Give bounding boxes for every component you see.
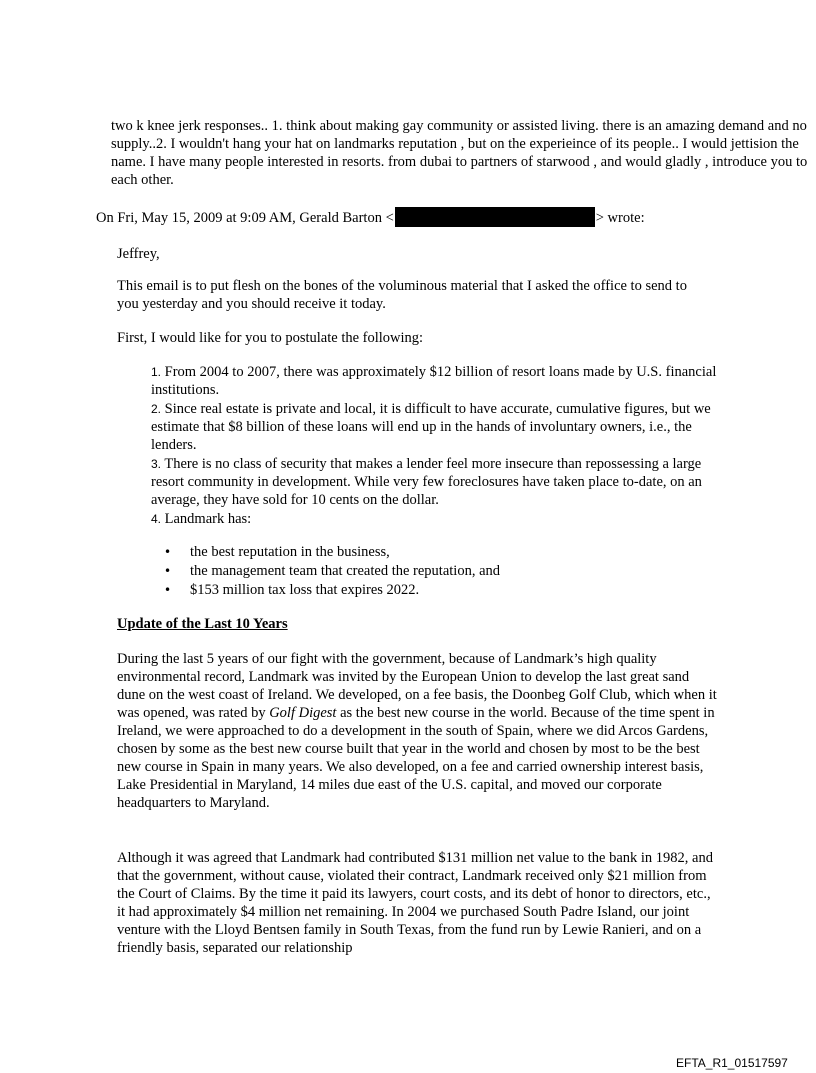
quote-attribution (96, 207, 816, 227)
point-number: 2. (151, 402, 162, 416)
numbered-point (151, 363, 726, 399)
bullet-list (164, 543, 724, 600)
bullet-item: • the management team that created the reputation, and (164, 562, 724, 581)
update-paragraph-2: Although it was agreed that Landmark had contributed $131 million net value to the bank in 1982, and that the government, without cause, violated their contract, Landmark received only $21 million from the Court of Claims. By the time it paid its lawyers, court costs, and its debt of honor to directors, etc., it had approximately $4 million net remaining. In 2004 we purchased South Padre Island, our joint venture with the Lloyd Bentsen family in South Texas, from the fund run by Lewie Ranieri, and on a friendly basis, separated our relationship (117, 850, 713, 956)
point-number: 3. (151, 457, 162, 471)
bullet-item: • the best reputation in the business, (164, 543, 724, 562)
point-text: From 2004 to 2007, there was approximately $12 billion of resort loans made by U.S. financial institutions. (151, 364, 717, 398)
reply-text: two k knee jerk responses.. 1. think about making gay community or assisted living. there is an amazing demand and no supply..2. I wouldn't hang your hat on landmarks reputation , but on the experieince of its people.. I would jettision the name. I have many people interested in resorts. from dubai to partners of starwood , and would gladly , introduce you to each other. (111, 118, 808, 188)
attribution-prefix: On Fri, May 15, 2009 at 9:09 AM, Gerald Barton < (96, 210, 394, 226)
greeting: Jeffrey, (117, 246, 160, 262)
update-paragraph-1 (117, 650, 717, 812)
numbered-point (151, 510, 726, 528)
numbered-point (151, 455, 726, 509)
redacted-email-address (395, 207, 595, 227)
paragraph-text: During the last 5 years of our fight with the government, because of Landmark’s high quality environmental record, Landmark was invited by the European Union to develop the last great sand dune on the west coast of Ireland. We developed, on a fee basis, the Doonbeg Golf Club, which when it was opened, was rated by (117, 651, 717, 721)
point-text: There is no class of security that makes a lender feel more insecure than repossessing a large resort community in development. While very few foreclosures have taken place to-date, on an average, they have sold for 10 cents on the dollar. (151, 456, 702, 508)
paragraph-text: as the best new course in the world. Because of the time spent in Ireland, we were approached to do a development in the south of Spain, where we did Arcos Gardens, chosen by some as the best new course built that year in the world and chosen by most to be the best new course in Spain in many years. We also developed, on a fee and carried ownership interest basis, Lake Presidential in Maryland, 14 miles due east of the U.S. capital, and moved our corporate headquarters to Maryland. (117, 705, 715, 811)
point-number: 4. (151, 512, 162, 526)
publication-title: Golf Digest (269, 705, 337, 721)
bullet-item: • $153 million tax loss that expires 2022. (164, 581, 724, 600)
point-number: 1. (151, 365, 162, 379)
numbered-point (151, 400, 726, 454)
intro-paragraph: This email is to put flesh on the bones of the voluminous material that I asked the office to send to you yesterday and you should receive it today. (117, 278, 687, 312)
postulate-paragraph: First, I would like for you to postulate the following: (117, 330, 424, 346)
bates-number: EFTA_R1_01517597 (676, 1056, 788, 1070)
point-text: Landmark has: (164, 511, 252, 527)
attribution-suffix: > wrote: (595, 210, 645, 226)
point-text: Since real estate is private and local, it is difficult to have accurate, cumulative figures, but we estimate that $8 billion of these loans will end up in the hands of involuntary owners, i.e., the lenders. (151, 401, 711, 453)
section-heading: Update of the Last 10 Years (117, 616, 288, 632)
